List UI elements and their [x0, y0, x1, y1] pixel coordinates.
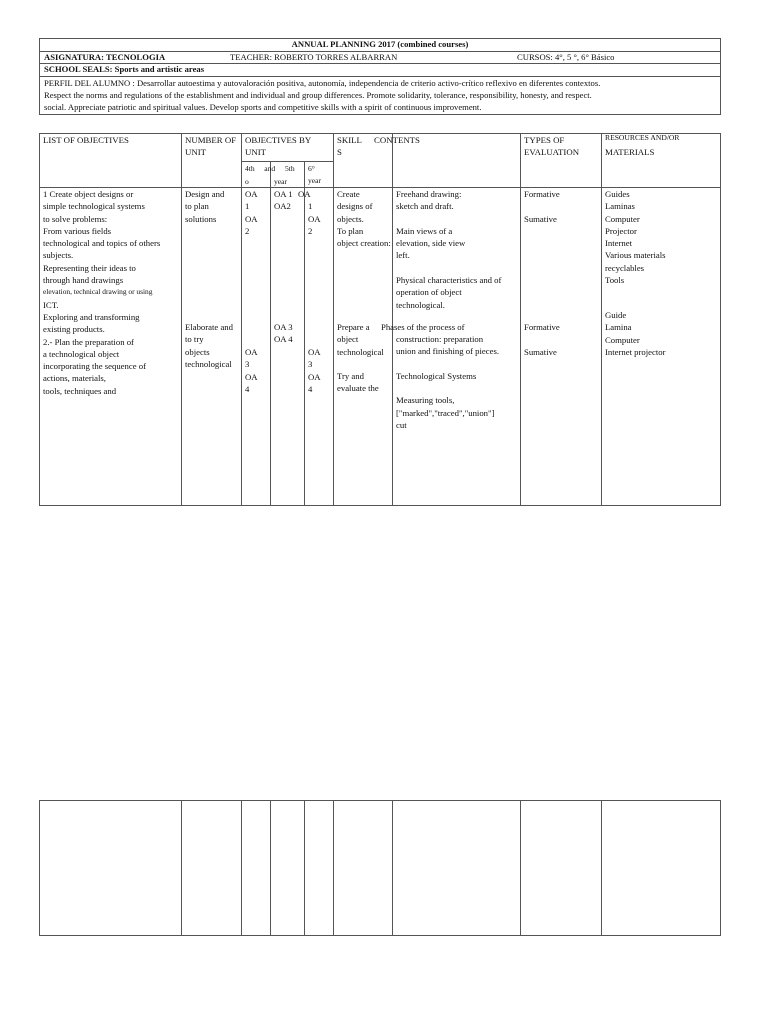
contents-unit-1-line: operation of object	[396, 287, 462, 298]
oa-4th-unit-2-line: OA	[245, 347, 258, 357]
skills-unit-2-line: object	[337, 334, 359, 345]
skills-unit-1-line: object creation:	[337, 238, 391, 249]
oa-4th-unit-1-line: OA	[245, 189, 258, 199]
oa-4th-unit-2-line: 4	[245, 383, 250, 394]
unit-1-names	[185, 188, 224, 225]
courses-label: CURSOS: 4°, 5 °, 6° Básico	[517, 51, 615, 62]
resources-unit-2-line: Computer	[605, 334, 640, 345]
objectives-list-line: existing products.	[43, 324, 105, 335]
objectives-list-line: to solve problems:	[43, 213, 108, 224]
oa-5th-unit-1-line: OA2	[274, 201, 291, 212]
profile-line-2: Respect the norms and regulations of the establishment and individual and group differences. Promote solidarity, tolerance, responsibility, honesty, and respect.	[44, 89, 592, 100]
empty-continuation-table	[39, 800, 721, 936]
oa-6th-unit-2-line: OA	[308, 347, 321, 357]
teacher-label: TEACHER: ROBERTO TORRES ALBARRAN	[230, 51, 398, 62]
contents-unit-2-line	[396, 382, 499, 394]
contents-unit-1-line: left.	[396, 250, 410, 261]
header-contents: CONTENTS	[374, 135, 420, 145]
objectives-list-line: Exploring and transforming	[43, 311, 140, 322]
subheader-4th: 4th and o	[245, 164, 276, 186]
objectives-list-line: tools, techniques and	[43, 385, 117, 396]
oa-4th-unit-1-line: 1	[245, 201, 250, 212]
contents-unit-2-line	[396, 358, 499, 370]
header-objectives-by-unit: OBJECTIVES BY UNIT	[245, 135, 312, 158]
objectives-list-line: through hand drawings	[43, 275, 124, 286]
resources-unit-2-line: Internet projector	[605, 346, 666, 357]
col-divider	[181, 800, 182, 935]
school-seals: SCHOOL SEALS: Sports and artistic areas	[40, 64, 720, 77]
col-divider	[270, 800, 271, 935]
evaluation-unit-1	[524, 188, 560, 225]
oa-4th-unit-1-line: 2	[245, 225, 250, 236]
objectives-list-line: From various fields	[43, 225, 112, 236]
header-evaluation: TYPES OF EVALUATION	[524, 135, 580, 158]
oa-6th-unit-1-line: 1	[308, 201, 313, 212]
unit-2-names	[185, 321, 233, 370]
objectives-list-line: ICT.	[43, 299, 59, 310]
skills-unit-2-line	[337, 358, 384, 370]
objectives-list-line: 2.- Plan the preparation of	[43, 336, 134, 347]
oa-4th-unit-2	[245, 346, 258, 395]
contents-unit-1-line: technological.	[396, 299, 445, 310]
col-divider	[520, 800, 521, 935]
contents-unit-2-line: ["marked","traced","union"]	[396, 407, 495, 418]
unit-2-names-line: technological	[185, 358, 232, 369]
oa-5th-unit-2-line: OA 4	[274, 334, 293, 345]
header-resources: RESOURCES AND/OR MATERIALS	[605, 133, 680, 157]
evaluation-unit-2	[524, 321, 560, 358]
objectives-list-line: subjects.	[43, 250, 74, 261]
oa-5th-unit-2-line: OA 3	[274, 322, 293, 332]
unit-1-names-line: solutions	[185, 213, 217, 224]
contents-unit-2-line: construction: preparation	[396, 334, 484, 344]
oa-4th-unit-2-line: 3	[245, 359, 250, 370]
evaluation-unit-2-line: Formative	[524, 322, 560, 332]
oa-5th-unit-1-line: OA 1	[274, 189, 293, 199]
contents-unit-1	[396, 188, 501, 311]
contents-unit-2-line: cut	[396, 420, 407, 431]
unit-1-names-line: to plan	[185, 201, 209, 212]
header-skills: SKILL S	[337, 135, 362, 158]
header-unit-number: NUMBER OF UNIT	[185, 135, 237, 158]
resources-unit-1-line: Tools	[605, 275, 625, 286]
col-divider	[304, 800, 305, 935]
resources-unit-1-line: Computer	[605, 213, 640, 224]
skills-unit-1	[337, 188, 391, 249]
col-divider	[392, 133, 393, 505]
skills-unit-2-line: Try and	[337, 371, 364, 382]
oa-6th-unit-2-line: 3	[308, 359, 313, 370]
oa-5th-unit-2	[274, 321, 293, 346]
unit-2-names-line: Elaborate and	[185, 322, 233, 332]
objectives-list-line: simple technological systems	[43, 201, 145, 212]
profile-line-3: social. Appreciate patriotic and spiritual values. Develop sports and competitive skills with a spirit of continuous improvement.	[44, 102, 482, 113]
col-divider	[270, 161, 271, 505]
objectives-list-line: 1 Create object designs or	[43, 189, 134, 199]
unit-1-names-line: Design and	[185, 189, 225, 199]
evaluation-unit-2-line: Sumative	[524, 346, 557, 357]
skills-unit-2-line: technological	[337, 346, 384, 357]
obj-unit-subdivider	[241, 161, 333, 162]
evaluation-unit-2-line	[524, 333, 560, 345]
contents-unit-2-line: union and finishing of pieces.	[396, 346, 500, 357]
unit-2-names-line: objects	[185, 346, 210, 357]
skills-unit-1-line: objects.	[337, 213, 364, 224]
col-divider	[392, 800, 393, 935]
col-divider	[333, 133, 334, 505]
col-divider	[333, 800, 334, 935]
contents-unit-1-line: Physical characteristics and of	[396, 275, 502, 286]
col-divider	[520, 133, 521, 505]
contents-unit-1-line: Freehand drawing:	[396, 189, 462, 199]
col-divider	[241, 133, 242, 505]
subject-row	[40, 52, 720, 65]
objectives-list-line: Representing their ideas to	[43, 262, 136, 273]
contents-unit-2-line: Measuring tools,	[396, 395, 455, 406]
oa-5th-unit-1	[274, 188, 293, 213]
oa-6th-unit-2	[308, 346, 321, 395]
col-divider	[181, 133, 182, 505]
oa-4th-unit-1-line: OA	[245, 213, 258, 224]
contents-unit-2-line: Technological Systems	[396, 370, 477, 381]
oa-4th-unit-2-line: OA	[245, 371, 258, 382]
skills-unit-2-line: Prepare a	[337, 322, 370, 332]
evaluation-unit-1-line: Formative	[524, 189, 560, 199]
resources-unit-1-line: Laminas	[605, 201, 635, 212]
objectives-list	[43, 188, 160, 397]
col-divider	[601, 800, 602, 935]
objectives-list-line: actions, materials,	[43, 373, 106, 384]
subheader-5th-year: year	[274, 177, 288, 186]
oa-6th-unit-1-line: 2	[308, 225, 313, 236]
contents-unit-1-line	[396, 262, 501, 274]
objectives-list-line: incorporating the sequence of	[43, 361, 147, 372]
contents-unit-1-line: sketch and draft.	[396, 201, 454, 212]
skills-unit-1-line: Create	[337, 189, 360, 199]
oa-6th-overflow: OA	[298, 189, 311, 199]
header-block	[39, 38, 721, 115]
resources-unit-2	[605, 309, 666, 358]
col-divider	[304, 161, 305, 505]
evaluation-unit-1-line: Sumative	[524, 213, 557, 224]
oa-6th-unit-1	[308, 188, 321, 237]
header-objectives: LIST OF OBJECTIVES	[43, 135, 129, 145]
document-title: ANNUAL PLANNING 2017 (combined courses)	[40, 39, 720, 52]
skills-unit-1-line: To plan	[337, 225, 364, 236]
resources-unit-2-line: Guide	[605, 310, 627, 320]
contents-unit-2	[396, 333, 499, 431]
objectives-list-line: a technological object	[43, 348, 120, 359]
resources-unit-1-line: Guides	[605, 189, 630, 199]
contents-unit-1-line	[396, 213, 501, 225]
unit-2-names-line: to try	[185, 334, 204, 345]
resources-unit-1-line: Various materials	[605, 250, 666, 261]
skills-unit-2	[337, 321, 384, 395]
oa-6th-unit-1-line: OA	[308, 213, 321, 224]
objectives-list-line: elevation, technical drawing or using	[43, 287, 153, 297]
resources-unit-1-line: recyclables	[605, 262, 645, 273]
subject-label: ASIGNATURA: TECNOLOGIA	[44, 51, 166, 62]
contents-unit-1-line: Main views of a	[396, 225, 453, 236]
resources-unit-2-line: Lamina	[605, 322, 632, 333]
resources-unit-1-line: Projector	[605, 225, 637, 236]
resources-unit-1-line: Internet	[605, 238, 633, 249]
profile-line-1: PERFIL DEL ALUMNO : Desarrollar autoestima y autovaloración positiva, autonomía, independencia de criterio activo-crítico reflexivo en diferentes contextos.	[44, 77, 601, 88]
col-divider	[601, 133, 602, 505]
skills-unit-2-line: evaluate the	[337, 383, 379, 394]
oa-6th-unit-2-line: 4	[308, 383, 313, 394]
oa-4th-unit-1	[245, 188, 258, 237]
oa-6th-unit-1-line	[308, 188, 321, 200]
contents-unit-2-first-line: Phases of the process of	[381, 322, 465, 332]
contents-unit-1-line: elevation, side view	[396, 238, 466, 249]
student-profile	[40, 77, 720, 115]
objectives-list-line: technological and topics of others	[43, 238, 161, 249]
subheader-6th: 6° year	[308, 164, 322, 185]
oa-6th-unit-2-line: OA	[308, 371, 321, 382]
evaluation-unit-1-line	[524, 200, 560, 212]
col-divider	[241, 800, 242, 935]
resources-unit-1	[605, 188, 666, 286]
subheader-5th: 5th	[285, 164, 295, 173]
skills-unit-1-line: designs of	[337, 201, 373, 212]
